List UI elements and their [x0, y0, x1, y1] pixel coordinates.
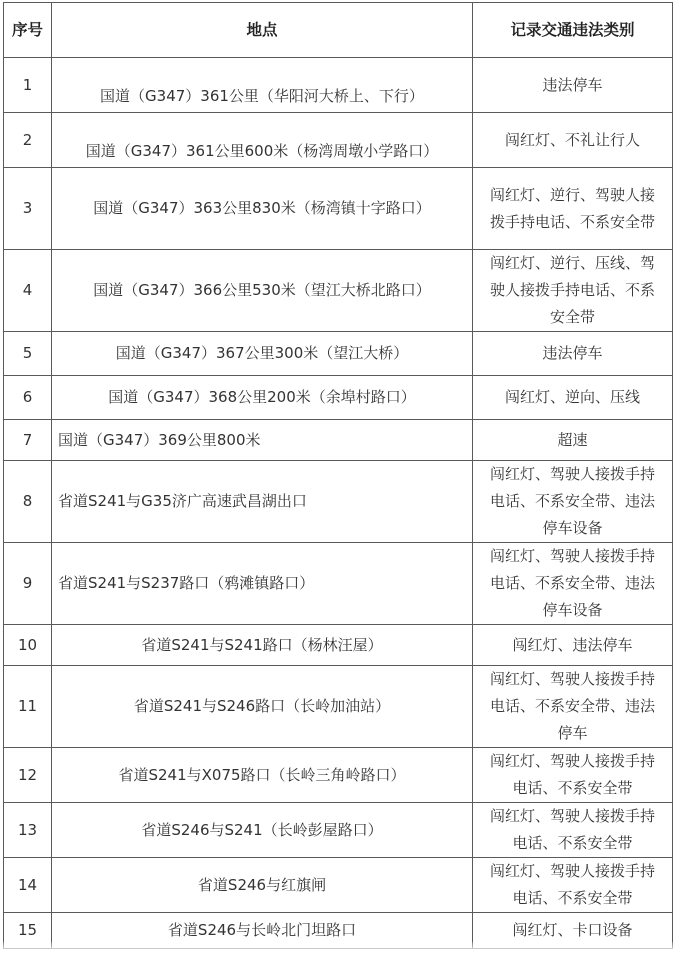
table-row — [4, 113, 673, 168]
row-violation: 闯红灯、逆行、驾驶人接拨手持电话、不系安全带 — [473, 168, 673, 250]
row-violation: 闯红灯、违法停车 — [473, 625, 673, 666]
row-violation: 违法停车 — [473, 58, 673, 113]
row-no: 8 — [4, 461, 52, 543]
row-violation: 超速 — [473, 420, 673, 461]
table-row — [4, 58, 673, 113]
row-no: 13 — [4, 803, 52, 858]
table-row — [4, 168, 673, 250]
row-no: 14 — [4, 858, 52, 913]
row-no: 6 — [4, 376, 52, 420]
row-no: 5 — [4, 332, 52, 376]
row-no: 7 — [4, 420, 52, 461]
row-no: 1 — [4, 58, 52, 113]
row-location: 省道S246与红旗闸 — [52, 858, 473, 913]
header-no: 序号 — [4, 3, 52, 58]
row-location: 省道S241与G35济广高速武昌湖出口 — [52, 461, 473, 543]
table-row — [4, 748, 673, 803]
table-row — [4, 250, 673, 332]
violation-table-container — [3, 2, 672, 949]
bottom-fade-overlay — [0, 942, 681, 958]
row-location: 国道（G347）369公里800米 — [52, 420, 473, 461]
table-row — [4, 332, 673, 376]
row-no: 11 — [4, 666, 52, 748]
row-violation: 闯红灯、驾驶人接拨手持电话、不系安全带、违法停车 — [473, 666, 673, 748]
header-row — [4, 3, 673, 58]
row-location: 省道S241与S246路口（长岭加油站） — [52, 666, 473, 748]
table-row — [4, 420, 673, 461]
table-row — [4, 803, 673, 858]
violation-table — [3, 2, 673, 949]
table-row — [4, 666, 673, 748]
row-violation: 违法停车 — [473, 332, 673, 376]
row-violation: 闯红灯、驾驶人接拨手持电话、不系安全带、违法停车设备 — [473, 543, 673, 625]
row-violation: 闯红灯、驾驶人接拨手持电话、不系安全带 — [473, 858, 673, 913]
row-violation: 闯红灯、驾驶人接拨手持电话、不系安全带、违法停车设备 — [473, 461, 673, 543]
row-violation: 闯红灯、逆行、压线、驾驶人接拨手持电话、不系安全带 — [473, 250, 673, 332]
row-no: 9 — [4, 543, 52, 625]
header-location: 地点 — [52, 3, 473, 58]
row-no: 3 — [4, 168, 52, 250]
row-violation: 闯红灯、驾驶人接拨手持电话、不系安全带 — [473, 803, 673, 858]
row-violation: 闯红灯、不礼让行人 — [473, 113, 673, 168]
row-location: 省道S246与长岭北门坦路口 — [52, 913, 473, 949]
row-location: 国道（G347）366公里530米（望江大桥北路口） — [52, 250, 473, 332]
row-violation: 闯红灯、卡口设备 — [473, 913, 673, 949]
row-no: 12 — [4, 748, 52, 803]
row-location: 省道S241与S241路口（杨林汪屋） — [52, 625, 473, 666]
row-location: 国道（G347）363公里830米（杨湾镇十字路口） — [52, 168, 473, 250]
row-no: 2 — [4, 113, 52, 168]
row-location: 国道（G347）361公里（华阳河大桥上、下行） — [52, 58, 473, 113]
table-row — [4, 858, 673, 913]
row-violation: 闯红灯、逆向、压线 — [473, 376, 673, 420]
row-location: 国道（G347）361公里600米（杨湾周墩小学路口） — [52, 113, 473, 168]
table-row — [4, 625, 673, 666]
row-location: 省道S241与X075路口（长岭三角岭路口） — [52, 748, 473, 803]
row-location: 省道S241与S237路口（鸦滩镇路口） — [52, 543, 473, 625]
table-row — [4, 543, 673, 625]
row-location: 国道（G347）368公里200米（余埠村路口） — [52, 376, 473, 420]
table-row — [4, 376, 673, 420]
row-violation: 闯红灯、驾驶人接拨手持电话、不系安全带 — [473, 748, 673, 803]
row-location: 省道S246与S241（长岭彭屋路口） — [52, 803, 473, 858]
row-location: 国道（G347）367公里300米（望江大桥） — [52, 332, 473, 376]
row-no: 15 — [4, 913, 52, 949]
header-violation: 记录交通违法类别 — [473, 3, 673, 58]
row-no: 10 — [4, 625, 52, 666]
table-row — [4, 461, 673, 543]
row-no: 4 — [4, 250, 52, 332]
